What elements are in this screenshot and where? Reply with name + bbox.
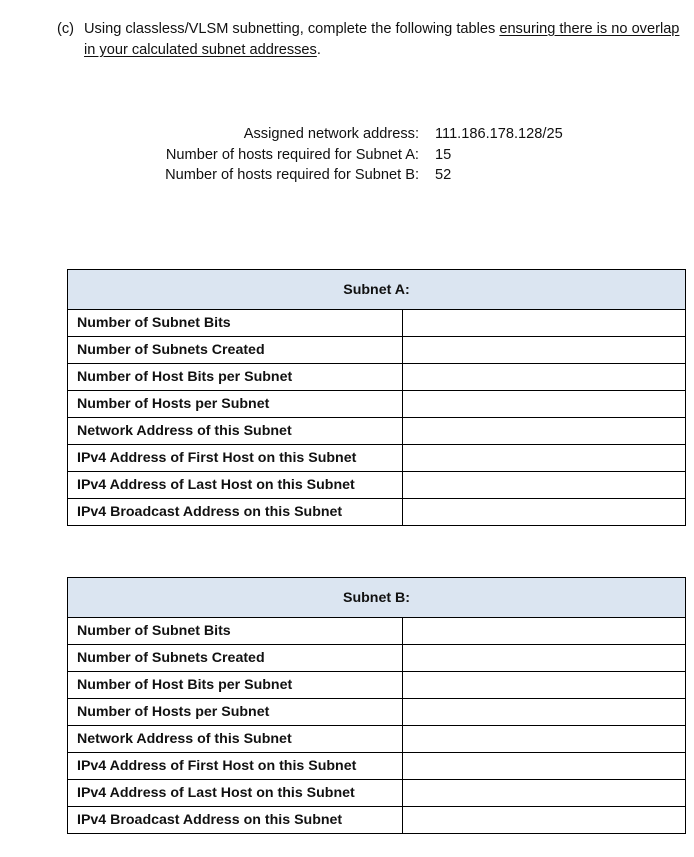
- row-label: IPv4 Address of Last Host on this Subnet: [68, 472, 403, 499]
- given-label: Number of hosts required for Subnet B:: [165, 167, 419, 183]
- given-row-hosts-b: [0, 165, 694, 186]
- subnet-b-title: Subnet B:: [68, 578, 686, 618]
- subnet-a-table: [67, 269, 686, 526]
- given-value: 52: [435, 167, 452, 183]
- table-header-row: [68, 270, 686, 310]
- given-label: Number of hosts required for Subnet A:: [165, 146, 419, 163]
- row-label: Network Address of this Subnet: [68, 726, 403, 753]
- row-label: Number of Subnet Bits: [68, 310, 403, 337]
- question-line-1: [84, 19, 679, 40]
- row-label: Number of Host Bits per Subnet: [68, 672, 403, 699]
- question-label: (c): [57, 21, 75, 37]
- table-row: [68, 726, 686, 753]
- question-line-1-text: Using classless/VLSM subnetting, complete the following tables: [84, 21, 500, 37]
- table-row: [68, 472, 686, 499]
- table-row: [68, 337, 686, 364]
- answer-cell[interactable]: [403, 337, 686, 364]
- row-label: Number of Hosts per Subnet: [68, 391, 403, 418]
- answer-cell[interactable]: [403, 726, 686, 753]
- table-row: [68, 672, 686, 699]
- row-label: IPv4 Address of Last Host on this Subnet: [68, 780, 403, 807]
- answer-cell[interactable]: [403, 472, 686, 499]
- answer-cell[interactable]: [403, 780, 686, 807]
- answer-cell[interactable]: [403, 618, 686, 645]
- row-label: IPv4 Broadcast Address on this Subnet: [68, 499, 403, 526]
- row-label: IPv4 Address of First Host on this Subnet: [68, 445, 403, 472]
- table-row: [68, 645, 686, 672]
- table-row: [68, 418, 686, 445]
- table-row: [68, 499, 686, 526]
- given-row-hosts-a: [0, 145, 694, 166]
- table-row: [68, 391, 686, 418]
- subnet-b-table: [67, 577, 686, 834]
- table-row: [68, 780, 686, 807]
- answer-cell[interactable]: [403, 645, 686, 672]
- given-row-network: [0, 124, 694, 145]
- table-row: [68, 753, 686, 780]
- answer-cell[interactable]: [403, 445, 686, 472]
- table-row: [68, 618, 686, 645]
- given-value: 15: [435, 146, 452, 163]
- answer-cell[interactable]: [403, 418, 686, 445]
- subnet-a-title: Subnet A:: [68, 270, 686, 310]
- table-row: [68, 699, 686, 726]
- question-line-2-emphasis: in your calculated subnet addresses: [84, 42, 317, 58]
- question-line-2: [84, 40, 321, 61]
- table-row: [68, 807, 686, 834]
- answer-cell[interactable]: [403, 391, 686, 418]
- row-label: IPv4 Broadcast Address on this Subnet: [68, 807, 403, 834]
- table-row: [68, 445, 686, 472]
- answer-cell[interactable]: [403, 364, 686, 391]
- answer-cell[interactable]: [403, 499, 686, 526]
- row-label: Number of Host Bits per Subnet: [68, 364, 403, 391]
- given-label: Assigned network address:: [243, 126, 419, 142]
- question-line-1-emphasis: ensuring there is no overlap: [499, 21, 680, 37]
- row-label: IPv4 Address of First Host on this Subnet: [68, 753, 403, 780]
- table-row: [68, 364, 686, 391]
- answer-cell[interactable]: [403, 699, 686, 726]
- answer-cell[interactable]: [403, 310, 686, 337]
- row-label: Number of Subnets Created: [68, 645, 403, 672]
- row-label: Number of Subnets Created: [68, 337, 403, 364]
- given-value: 111.186.178.128/25: [435, 126, 563, 142]
- answer-cell[interactable]: [403, 672, 686, 699]
- row-label: Number of Subnet Bits: [68, 618, 403, 645]
- question-line-2-end: .: [316, 42, 321, 58]
- row-label: Network Address of this Subnet: [68, 418, 403, 445]
- given-parameters: [0, 124, 694, 186]
- row-label: Number of Hosts per Subnet: [68, 699, 403, 726]
- answer-cell[interactable]: [403, 753, 686, 780]
- answer-cell[interactable]: [403, 807, 686, 834]
- table-row: [68, 310, 686, 337]
- table-header-row: [68, 578, 686, 618]
